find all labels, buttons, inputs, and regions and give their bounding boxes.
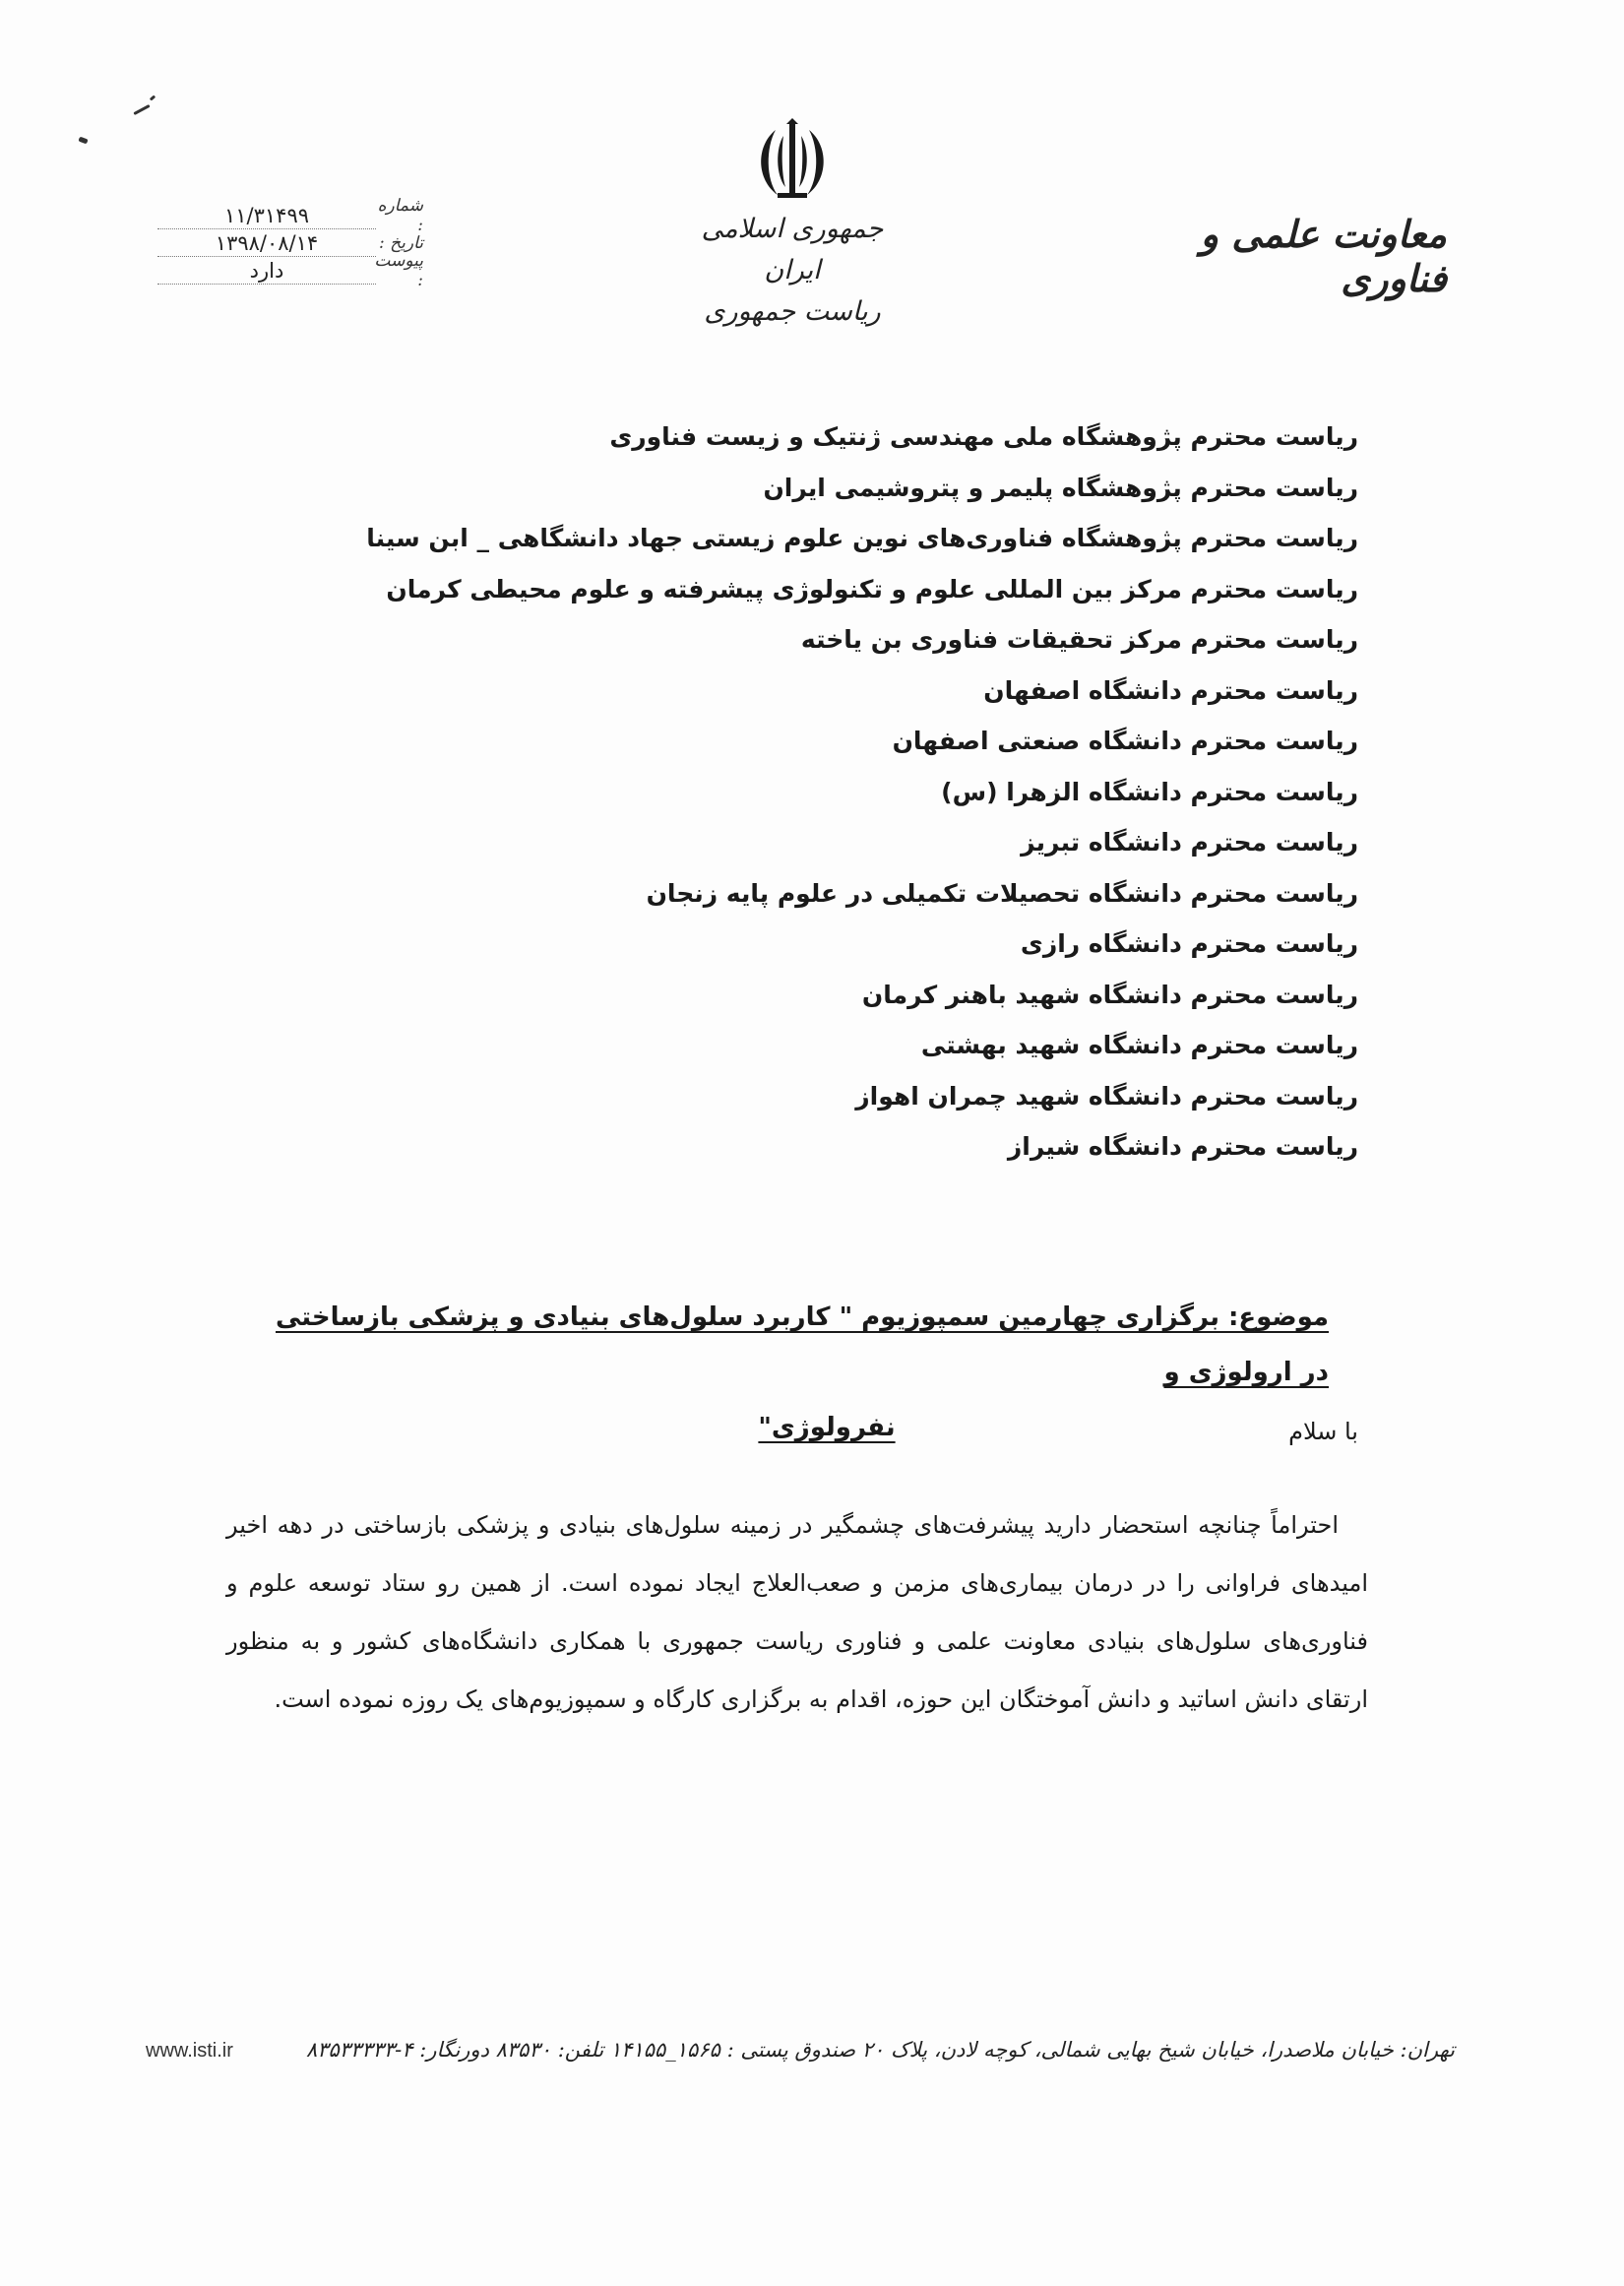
recipient-list (366, 412, 1358, 1173)
recipient-item: ریاست محترم دانشگاه اصفهان (983, 675, 1358, 705)
letter-body: احتراماً چنانچه استحضار دارید پیشرفت‌های چشمگیر در زمینه سلول‌های بنیادی و پزشکی بازساختی در دهه اخیر امیدهای فراوانی را در درمان بیماری‌های مزمن و صعب‌العلاج ایجاد نموده است. از همین رو ستاد توسعه علوم و فناوری‌های سلول‌های بنیادی معاونت علمی و فناوری ریاست جمهوری با همکاری دانشگاه‌های کشور و به منظور ارتقای دانش اساتید و دانش آموختگان این حوزه، اقدام به برگزاری کارگاه و سمپوزیوم‌های یک روزه نموده است. (226, 1511, 1368, 1713)
reference-block (157, 196, 423, 290)
scan-mark (133, 104, 150, 115)
reference-number: ۱۱/۳۱۴۹۹ (157, 203, 376, 229)
recipient-item: ریاست محترم مرکز تحقیقات فناوری بن یاخته (800, 625, 1358, 654)
recipient-item: ریاست محترم مرکز بین المللی علوم و تکنولوژی پیشرفته و علوم محیطی کرمان (386, 574, 1358, 603)
recipient-item: ریاست محترم پژوهشگاه فناوری‌های نوین علوم زیستی جهاد دانشگاهی _ ابن سینا (366, 524, 1358, 552)
recipient-item: ریاست محترم دانشگاه الزهرا (س) (941, 777, 1358, 806)
recipient-item: ریاست محترم دانشگاه تبریز (1021, 828, 1358, 857)
reference-attachment-label: پیوست : (374, 251, 423, 290)
deputy-title: معاونت علمی و فناوری (1200, 212, 1447, 300)
subject-line-2: نفرولوژی" (758, 1413, 896, 1442)
subject-line-1: موضوع: برگزاری چهارمین سمپوزیوم " کاربرد سلول‌های بنیادی و پزشکی بازساختی در ارولوژی و (275, 1302, 1329, 1387)
reference-attachment: دارد (157, 258, 376, 285)
reference-date: ۱۳۹۸/۰۸/۱۴ (157, 230, 376, 257)
recipient-item: ریاست محترم دانشگاه شهید باهنر کرمان (861, 980, 1358, 1009)
scan-mark (78, 137, 88, 145)
reference-attachment-row (157, 251, 423, 290)
greeting: با سلام (1288, 1418, 1358, 1445)
recipient-item: ریاست محترم دانشگاه شهید چمران اهواز (855, 1081, 1358, 1111)
recipient-item: ریاست محترم دانشگاه شهید بهشتی (920, 1031, 1358, 1059)
footer-address: تهران: خیابان ملاصدرا، خیابان شیخ بهایی شمالی، کوچه لادن، پلاک ۲۰ صندوق پستی : ۱۵۶۵_۱۴۱۵۵ تلفن: ۸۳۵۳۰ دورنگار: ۴-۸۳۵۳۳۳۳۳ (305, 2038, 1455, 2062)
recipient-item: ریاست محترم دانشگاه تحصیلات تکمیلی در علوم پایه زنجان (646, 878, 1358, 908)
scan-mark (150, 95, 156, 100)
recipient-item: ریاست محترم دانشگاه شیراز (1007, 1132, 1358, 1161)
reference-number-label: شماره : (377, 196, 423, 235)
reference-number-row (157, 196, 423, 235)
recipient-item: ریاست محترم دانشگاه رازی (1020, 929, 1358, 958)
recipient-item: ریاست محترم پژوهشگاه ملی مهندسی ژنتیک و زیست فناوری (609, 422, 1358, 451)
government-title (679, 209, 906, 333)
letterhead-footer (146, 2038, 1455, 2063)
iran-emblem-icon (748, 118, 837, 207)
gov-line-2: ریاست جمهوری (704, 295, 881, 327)
footer-website: www.isti.ir (146, 2040, 233, 2062)
reference-date-label: تاریخ : (379, 233, 423, 253)
recipient-item: ریاست محترم دانشگاه صنعتی اصفهان (892, 727, 1358, 755)
recipient-item: ریاست محترم پژوهشگاه پلیمر و پتروشیمی ایران (763, 473, 1358, 502)
gov-line-1: جمهوری اسلامی ایران (701, 214, 884, 286)
